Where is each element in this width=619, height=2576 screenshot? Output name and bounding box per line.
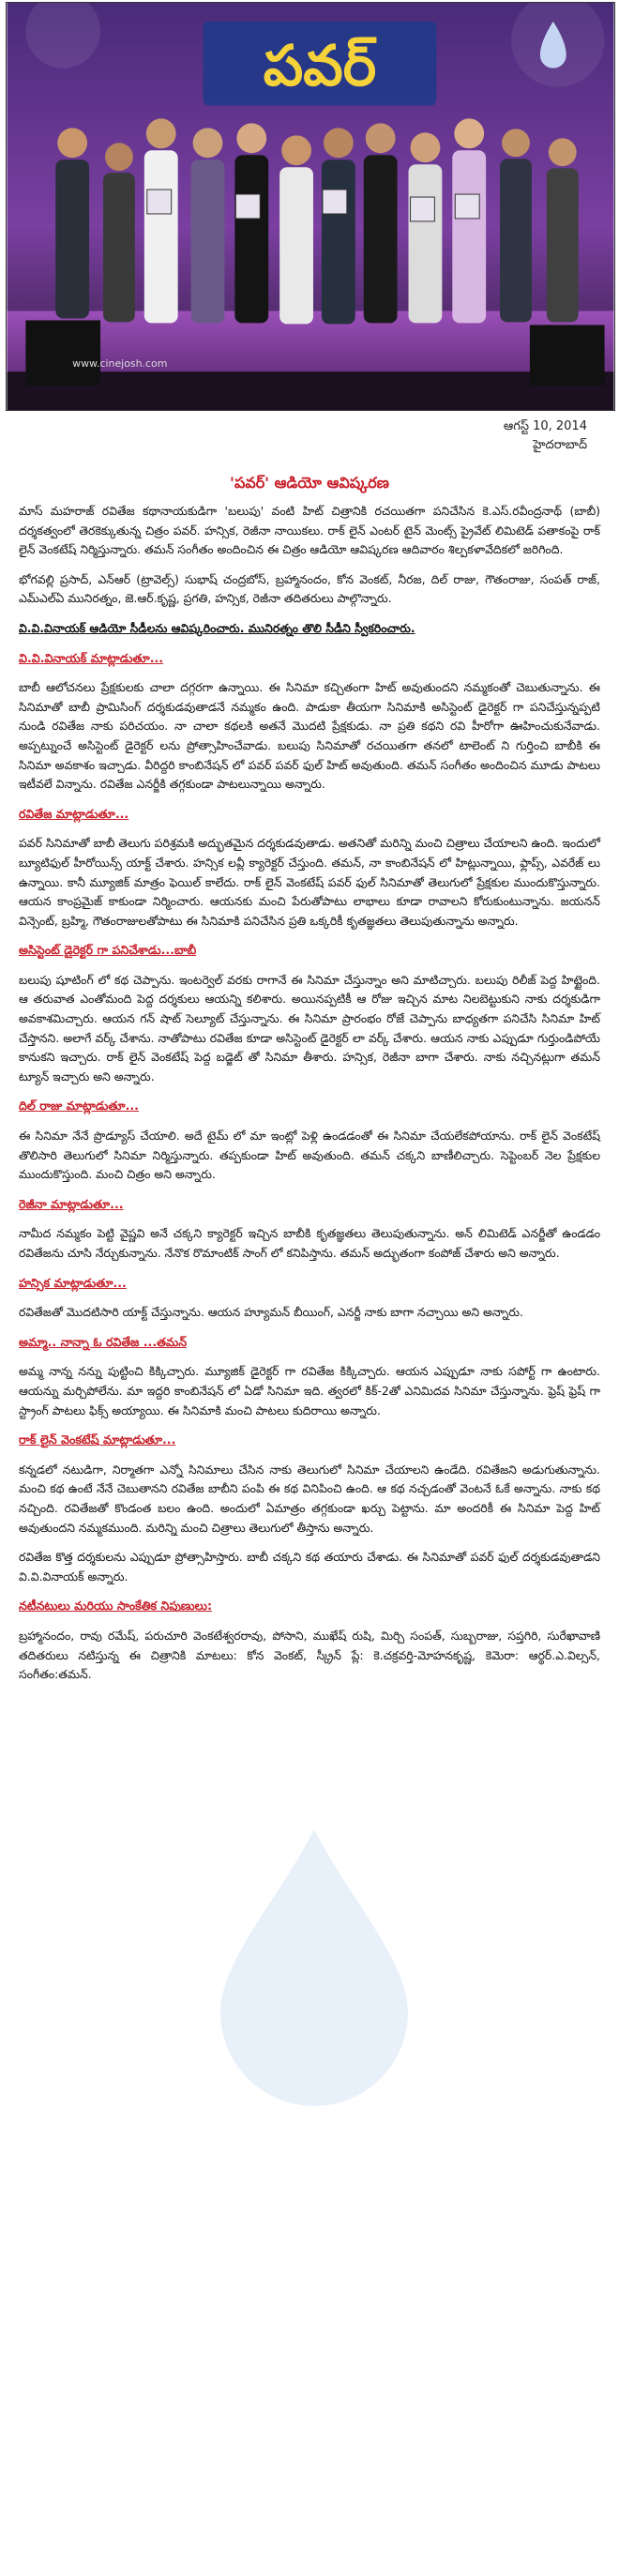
section-bobby — [19, 941, 600, 1086]
intro-paragraph-2: భోగవల్లి ప్రసాద్, ఎన్ఆర్ (ట్రావెల్స్) సుభాష్ చంద్రబోస్, బ్రహ్మానందం, కోన వెంకట్, నీరజ, దిల్ రాజు, గౌతంరాజు, సంపత్ రాజ్, ఎమ్ఎల్ఏ మునిరత్నం, జె.ఆర్.కృష్ణ, ప్రగతి, హన్సిక, రెజీనా తదితరులు పాల్గొన్నారు. — [19, 571, 600, 606]
section-heading: అసిస్టెంట్ డైరెక్టర్ గా పనిచేశాడు...బాబీ — [19, 943, 197, 958]
section-raviteja — [19, 805, 600, 932]
section-regina — [19, 1195, 600, 1264]
section-rockline — [19, 1431, 600, 1586]
section-paragraph: బాబీ ఆలోచనలు ప్రేక్షకులకు చాలా దగ్గరగా ఉన్నాయి. ఈ సినిమా కచ్చితంగా హిట్ అవుతుందని నమ్మకంతో చెబుతున్నాను. ఈ సినిమాతో బాబీ ప్రామిసింగ్ దర్శకుడవుతాడనే నమ్మకం ఉంది. పాడుకా తీయగా సినిమాకి అసిస్టెంట్ డైరెక్టర్ గా పనిచేస్తున్నప్పటి నుండి రవితేజ నాకు పరిచయం. నా చాలా కథలకి అతనే మొదటి ప్రేక్షకుడు. నా ప్రతి కథని రవి హీరోగా ఊహించుకునేవాడు. అప్పట్నుంచే అసిస్టెంట్ డైరెక్టర్ లను ప్రోత్సాహించేవాడు. బలుపు సినిమాతో రచయితగా తనలో టాలెంట్ ని గుర్తించి బాబీకి ఈ సినిమా అవకాశం ఇచ్చాడు. వీరిద్దరి కాంబినేషన్ లో పవర్ పవర్ ఫుల్ హిట్ అవుతుంది. తమన్ సంగీతం అందించిన మూడు పాటలు ఇటీవలే విన్నాను. రవితేజ ఎనర్జీకి తగ్గకుండా పాటలున్నాయి అన్నారు. — [19, 680, 600, 792]
section-thaman — [19, 1333, 600, 1420]
section-heading: రెజీనా మాట్లాడుతూ... — [19, 1196, 124, 1211]
section-hansika — [19, 1274, 600, 1323]
dateline — [437, 417, 587, 455]
photo-credit: www.cinejosh.com — [72, 357, 168, 371]
article-place: హైదరాబాద్ — [533, 438, 587, 452]
event-photo — [6, 2, 615, 411]
section-paragraph: రవితేజతో మొదటిసారి యాక్ట్ చేస్తున్నాను. ఆయన హ్యూమన్ బీయింగ్, ఎనర్జీ నాకు బాగా నచ్చాయి అని అన్నారు. — [19, 1305, 523, 1320]
section-heading: నటీనటులు మరియు సాంకేతిక నిపుణులు: — [19, 1599, 212, 1614]
watermark-drop-logo — [206, 1820, 422, 2111]
section-paragraph: నామీద నమ్మకం పెట్టి వైష్ణవి అనే చక్కని క్యారెక్టర్ ఇచ్చిన బాబీకి కృతజ్ఞతలు తెలుపుతున్నాను. అన్ లిమిటెడ్ ఎనర్జీతో ఉండడం రవితేజను చూసి నేర్చుకున్నాను. నేనొక రొమాంటిక్ సాంగ్ లో కనిపిస్తాను. తమన్ అద్భుతంగా కంపోజ్ చేశారు అని అన్నారు. — [19, 1226, 600, 1260]
section-paragraph: రవితేజ కొత్త దర్శకులను ఎప్పుడూ ప్రోత్సాహిస్తారు. బాబీ చక్కని కథ తయారు చేశాడు. ఈ సినిమాతో పవర్ ఫుల్ దర్శకుడవుతాడని వి.వి.వినాయక్ అన్నారు. — [19, 1550, 600, 1583]
section-paragraph: ఈ సినిమా నేనే ప్రొడ్యూస్ చేయాలి. అదే టైమ్ లో మా ఇంట్లో పెళ్లి ఉండడంతో ఈ సినిమా చేయలేకపోయాను. రాక్ లైన్ వెంకటేష్ తొలిసారి తెలుగులో సినిమా నిర్మిస్తున్నారు. తప్పకుండా హిట్ అవుతుంది. తమన్ చక్కని బాణీలిచ్చారు. సెప్టెంబర్ నెల ప్రేక్షకుల ముందుకొస్తుంది. మంచి చిత్రం అని అన్నారు. — [19, 1129, 600, 1182]
section-paragraph: బలుపు షూటింగ్ లో కథ చెప్పాను. ఇంటర్వెల్ వరకు రాగానే ఈ సినిమా చేస్తున్నాం అని మాటిచ్చారు. బలుపు రిలీజ్ పెద్ద హిట్టైంది. ఆ తరువాత ఎంతోమంది పెద్ద దర్శకులు ఆయన్ని కలిశారు. అయినప్పటికీ ఆ రోజు ఇచ్చిన మాట నిలబెట్టుకుని నాకు దర్శకుడిగా అవకాశమిచ్చారు. ఆయన గన్ షాట్ సెల్యూట్ చేస్తున్నాను. ఈ సినిమా ప్రారంభం రోజే చెప్పాను బాధ్యతగా పనిచేసి సినిమా హిట్ చేస్తానని. అలాగే వర్క్ చేశాను. నాతోపాటు రవితేజ కూడా అసిస్టెంట్ డైరెక్టర్ లా వర్క్ చేశారు. ఆయన నాకు ఎప్పుడూ గుర్తుండిపోయే కానుకని ఇచ్చారు. రాక్ లైన్ వెంకటేష్ పెద్ద బడ్జెట్ తో సినిమా తీశారు. హన్సిక, రెజీనా బాగా చేశారు. నాకు నచ్చినట్లుగా తమన్ ట్యూన్ ఇచ్చారు అని అన్నారు. — [19, 972, 600, 1083]
article-title: 'పవర్' ఆడియో ఆవిష్కరణ — [230, 474, 389, 492]
section-heading: అమ్మా.. నాన్నా ఓ రవితేజ ...తమన్ — [19, 1334, 188, 1349]
section-paragraph: అమ్మ నాన్న నన్ను పుట్టించి కిక్కిచ్చారు. మ్యూజిక్ డైరెక్టర్ గా రవితేజ కిక్కిచ్చారు. ఆయన ఎప్పుడూ నాకు సపోర్ట్ గా ఉంటారు. ఆయన్ను మర్చిపోలేను. మా ఇద్దరి కాంబినేషన్ లో ఏడో సినిమా ఇది. త్వరలో కిక్-2తో ఎనిమిదవ సినిమా చేస్తున్నాను. ఫ్రెష్ ఫ్రెష్ గా స్ట్రాంగ్ పాటలు ఫిక్స్ అయ్యాయి. ఈ సినిమాకి మంచి పాటలు కుదిరాయి అన్నారు. — [19, 1364, 600, 1417]
section-heading: హన్సిక మాట్లాడుతూ... — [19, 1275, 127, 1290]
section-paragraph: పవర్ సినిమాతో బాబీ తెలుగు పరిశ్రమకి అద్భుతమైన దర్శకుడవుతాడు. అతనితో మరిన్ని మంచి చిత్రాలు చేయాలని ఉంది. ఇందులో బ్యూటిఫుల్ హీరోయిన్స్ యాక్ట్ చేశారు. హన్సిక లవ్లీ క్యారెక్టర్ చేస్తుంది. తమన్, నా కాంబినేషన్ లో హిట్లున్నాయి, ఫ్లాప్స్, ఎవరేజ్ లు ఉన్నాయి. కానీ మ్యూజిక్ మాత్రం ఫెయిల్ కాలేదు. రాక్ లైన్ వెంకటేష్ పవర్ ఫుల్ సినిమాతో తెలుగులో ప్రేక్షకుల ముందుకొస్తున్నారు. ఆయన కాంప్రమైజ్ కాకుండా నిర్మించారు. ఆయనకు మంచి పేరుతోపాటు లాభాలు కూడా రావాలని కోరుకుంటున్నాను. జయనన్ విన్సెంట్, బ్రహ్మి, గౌతంరాజులతోపాటు ఈ సినిమాకి పనిచేసిన ప్రతి ఒక్కరికీ కృతజ్ఞతలు తెలుపుతున్నాను అన్నారు. — [19, 836, 600, 928]
section-heading: రవితేజ మాట్లాడుతూ... — [19, 806, 129, 821]
section-vinayak — [19, 649, 600, 795]
intro-paragraph-1: మాస్ మహరాజ్ రవితేజ కథానాయకుడిగా 'బలుపు' వంటి హిట్ చిత్రానికి రచయితగా పనిచేసిన కె.ఎస్.రవీంద్రనాథ్ (బాబీ) దర్శకత్వంలో తెరకెక్కుతున్న చిత్రం పవర్. హన్సిక, రెజీనా నాయికలు. రాక్ లైన్ ఎంటర్ టైన్ మెంట్స్ ప్రైవేట్ లిమిటెడ్ పతాకంపై రాక్ లైన్ వెంకటేష్ నిర్మిస్తున్నారు. తమన్ సంగీతం అందించిన ఈ చిత్రం ఆడియో ఆవిష్కరణ ఆదివారం శిల్పకళావేదికలో జరిగింది. — [19, 504, 600, 557]
article-body — [19, 472, 600, 1695]
audio-launch-callout: వి.వి.వినాయక్ ఆడియో సీడీలను ఆవిష్కరించారు. మునిరత్నం తొలి సీడీని స్వీకరించారు. — [19, 620, 415, 635]
section-dil-raju — [19, 1097, 600, 1184]
section-paragraph: కన్నడలో నటుడిగా, నిర్మాతగా ఎన్నో సినిమాలు చేసిన నాకు తెలుగులో సినిమా చేయాలని ఉండేది. రవితేజని అడుగుతున్నాను. మంచి కథ ఉంటే నేనే చెబుతానని రవితేజ బాబీని పంపి ఈ కథ వినిపించి ఉంది. ఆ కథ నచ్చడంతో వెంటనే ఓకే అన్నాను. నాకు కథ నచ్చింది. రవితేజతో కొండంత బలం ఉంది. అందులో ఏమాత్రం తగ్గకుండా ఖర్చు పెట్టాను. మా అందరికీ ఈ సినిమా పెద్ద హిట్ అవుతుందని నమ్మకముంది. మరిన్ని మంచి చిత్రాలు తెలుగులో తీస్తాను అన్నారు. — [19, 1462, 600, 1535]
section-paragraph: బ్రహ్మానందం, రావు రమేష్, పరుచూరి వెంకటేశ్వరరావు, పోసాని, ముఖేష్ రుషి, మిర్చి సంపత్, సుబ్బరాజు, సప్తగిరి, సురేఖావాణి తదితరులు నటిస్తున్న ఈ చిత్రానికి మాటలు: కోన వెంకట్, స్క్రీన్ ప్లే: కె.చక్రవర్తి-మోహనకృష్ణ, కెమెరా: ఆర్థర్.ఎ.విల్సన్, సంగీతం:తమన్. — [19, 1628, 600, 1682]
event-photo-illustration — [7, 3, 614, 410]
section-heading: దిల్ రాజు మాట్లాడుతూ... — [19, 1099, 139, 1114]
hero-logo: పవర్ — [263, 34, 377, 99]
section-heading: వి.వి.వినాయక్ మాట్లాడుతూ... — [19, 650, 164, 665]
section-cast-crew — [19, 1597, 600, 1684]
section-heading: రాక్ లైన్ వెంకటేష్ మాట్లాడుతూ... — [19, 1432, 176, 1447]
article-date: ఆగస్ట్ 10, 2014 — [503, 419, 587, 433]
